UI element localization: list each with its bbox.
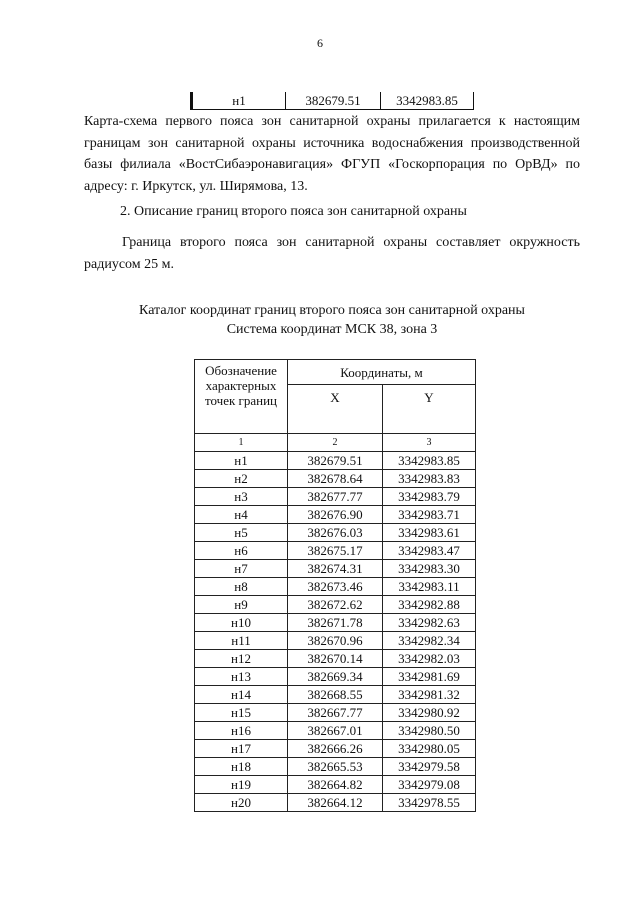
point-cell: н11: [195, 632, 288, 650]
x-cell: 382667.77: [288, 704, 383, 722]
paragraph-radius: Граница второго пояса зон санитарной охраны составляет окружность радиусом 25 м.: [84, 235, 580, 272]
point-cell: н6: [195, 542, 288, 560]
point-cell: н7: [195, 560, 288, 578]
table-row: [195, 704, 476, 722]
y-cell: 3342983.61: [383, 524, 476, 542]
continued-x: 382679.51: [286, 92, 381, 109]
x-cell: 382677.77: [288, 488, 383, 506]
table-row: [195, 632, 476, 650]
coordinates-table: [194, 359, 476, 812]
column-index-2: 2: [288, 434, 383, 452]
catalog-title-line-2: Система координат МСК 38, зона 3: [226, 322, 438, 337]
point-cell: н1: [195, 452, 288, 470]
table-row: [195, 470, 476, 488]
y-cell: 3342979.58: [383, 758, 476, 776]
x-cell: 382665.53: [288, 758, 383, 776]
y-cell: 3342983.47: [383, 542, 476, 560]
point-cell: н3: [195, 488, 288, 506]
point-cell: н15: [195, 704, 288, 722]
x-cell: 382678.64: [288, 470, 383, 488]
table-row: [195, 506, 476, 524]
y-cell: 3342979.08: [383, 776, 476, 794]
y-cell: 3342981.32: [383, 686, 476, 704]
x-cell: 382674.31: [288, 560, 383, 578]
page-number: 6: [317, 36, 323, 50]
point-cell: н9: [195, 596, 288, 614]
point-cell: н20: [195, 794, 288, 812]
x-cell: 382669.34: [288, 668, 383, 686]
x-cell: 382675.17: [288, 542, 383, 560]
y-cell: 3342978.55: [383, 794, 476, 812]
y-cell: 3342983.30: [383, 560, 476, 578]
table-row: [195, 686, 476, 704]
header-x: X: [288, 385, 383, 434]
header-y: Y: [383, 385, 476, 434]
y-cell: 3342980.05: [383, 740, 476, 758]
point-cell: н13: [195, 668, 288, 686]
continued-y: 3342983.85: [381, 92, 474, 109]
point-cell: н14: [195, 686, 288, 704]
x-cell: 382671.78: [288, 614, 383, 632]
y-cell: 3342980.50: [383, 722, 476, 740]
continued-table-row: [190, 92, 474, 110]
table-row: [195, 614, 476, 632]
column-index-row: [195, 434, 476, 452]
section-2-heading: 2. Описание границ второго пояса зон санитарной охраны: [120, 204, 467, 219]
y-cell: 3342982.34: [383, 632, 476, 650]
y-cell: 3342983.11: [383, 578, 476, 596]
x-cell: 382673.46: [288, 578, 383, 596]
point-cell: н18: [195, 758, 288, 776]
table-row: [195, 542, 476, 560]
x-cell: 382679.51: [288, 452, 383, 470]
x-cell: 382676.90: [288, 506, 383, 524]
paragraph-map-scheme: Карта-схема первого пояса зон санитарной охраны прилагается к настоящим границам зон санитарной охраны источника водоснабжения производственной базы филиала «ВостСибаэронавигация» ФГУП «Госкорпорация по ОрВД» по адресу: г. Иркутск, ул. Ширямова, 13.: [84, 114, 580, 194]
x-cell: 382672.62: [288, 596, 383, 614]
column-index-3: 3: [383, 434, 476, 452]
continued-point: н1: [193, 92, 286, 109]
table-row: [195, 596, 476, 614]
point-cell: н8: [195, 578, 288, 596]
y-cell: 3342982.03: [383, 650, 476, 668]
table-row: [195, 578, 476, 596]
x-cell: 382666.26: [288, 740, 383, 758]
y-cell: 3342983.79: [383, 488, 476, 506]
point-cell: н10: [195, 614, 288, 632]
table-row: [195, 740, 476, 758]
table-row: [195, 650, 476, 668]
catalog-title-line-1: Каталог координат границ второго пояса зон санитарной охраны: [139, 303, 525, 318]
table-row: [195, 776, 476, 794]
table-row: [195, 794, 476, 812]
x-cell: 382668.55: [288, 686, 383, 704]
header-point-designation: Обозначение характерных точек границ: [195, 360, 288, 434]
point-cell: н12: [195, 650, 288, 668]
table-row: [195, 758, 476, 776]
catalog-title: [0, 301, 640, 339]
table-row: [195, 668, 476, 686]
column-index-1: 1: [195, 434, 288, 452]
table-row: [195, 488, 476, 506]
y-cell: 3342982.63: [383, 614, 476, 632]
table-row: [195, 452, 476, 470]
y-cell: 3342983.71: [383, 506, 476, 524]
point-cell: н17: [195, 740, 288, 758]
x-cell: 382664.12: [288, 794, 383, 812]
table-row: [195, 722, 476, 740]
point-cell: н19: [195, 776, 288, 794]
x-cell: 382664.82: [288, 776, 383, 794]
table-row: [195, 560, 476, 578]
header-coordinates: Координаты, м: [288, 360, 476, 385]
y-cell: 3342982.88: [383, 596, 476, 614]
y-cell: 3342983.83: [383, 470, 476, 488]
point-cell: н4: [195, 506, 288, 524]
point-cell: н16: [195, 722, 288, 740]
table-row: [195, 524, 476, 542]
point-cell: н2: [195, 470, 288, 488]
x-cell: 382670.96: [288, 632, 383, 650]
x-cell: 382667.01: [288, 722, 383, 740]
point-cell: н5: [195, 524, 288, 542]
x-cell: 382676.03: [288, 524, 383, 542]
y-cell: 3342980.92: [383, 704, 476, 722]
y-cell: 3342983.85: [383, 452, 476, 470]
x-cell: 382670.14: [288, 650, 383, 668]
y-cell: 3342981.69: [383, 668, 476, 686]
